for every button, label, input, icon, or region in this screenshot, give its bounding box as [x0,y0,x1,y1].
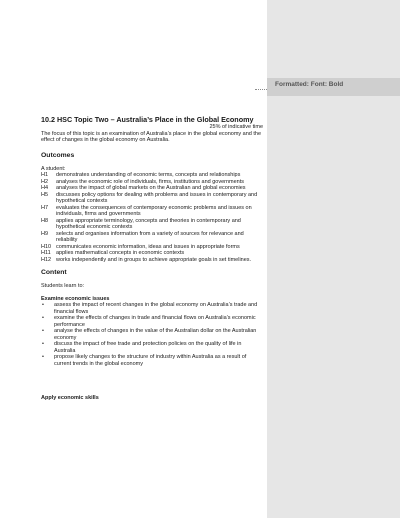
outcome-item [41,192,263,205]
outcome-code: H4 [41,185,49,191]
outcome-code: H7 [41,204,49,211]
outcomes-intro: A student: [41,165,66,172]
outcome-code: H8 [41,217,49,224]
examine-issues-subheading: Examine economic issues [41,295,110,302]
intro-paragraph: The focus of this topic is an examination of Australia’s place in the global economy and the effect of changes in the global economy on Australia. [41,130,262,143]
bullet-item [41,341,263,354]
bullet-icon: • [42,315,44,321]
topic-heading: 10.2 HSC Topic Two – Australia’s Place in the Global Economy [41,115,254,124]
bullet-text: examine the effects of changes in trade and financial flows on Australia’s economic performance [54,315,256,328]
outcome-text: analyses the impact of global markets on the Australian and global economies [56,185,246,191]
bullet-item [41,302,263,315]
outcome-text: works independently and in groups to achieve appropriate goals in set timelines. [56,256,252,263]
content-bullet-list [41,302,263,367]
time-note: 25% of indicative time [209,124,263,130]
outcome-text: applies mathematical concepts in economic contexts [56,250,185,256]
outcome-code: H12 [41,256,52,263]
outcome-item [41,218,263,231]
bullet-text: analyse the effects of changes in the value of the Australian dollar on the Australian economy [54,328,257,341]
outcome-text: demonstrates understanding of economic terms, concepts and relationships [56,172,241,178]
outcome-code: H9 [41,230,49,237]
comment-connector [255,89,267,91]
formatting-comment[interactable] [267,78,400,96]
bullet-icon: • [42,328,44,334]
outcome-code: H1 [41,172,49,178]
outcome-item [41,257,263,264]
outcomes-list [41,172,263,263]
outcome-item [41,231,263,244]
content-intro: Students learn to: [41,283,85,289]
bullet-item [41,328,263,341]
outcome-code: H2 [41,178,49,185]
outcome-code: H10 [41,243,52,250]
bullet-icon: • [42,354,44,360]
apply-skills-subheading: Apply economic skills [41,395,99,401]
bullet-text: assess the impact of recent changes in the global economy on Australia’s trade and financial flows [54,302,258,315]
outcomes-title: Outcomes [41,151,75,159]
outcome-text: analyses the economic role of individuals, firms, institutions and governments [56,178,245,185]
formatting-comment-label: Formatted: Font: Bold [275,81,344,88]
bullet-text: discuss the impact of free trade and protection policies on the quality of life in Australia [54,341,242,354]
content-title: Content [41,269,67,276]
outcome-text: selects and organises information from a variety of sources for relevance and reliability [56,230,244,243]
outcome-code: H5 [41,191,49,198]
outcome-text: discusses policy options for dealing with problems and issues in contemporary and hypothetical contexts [56,191,258,204]
outcome-code: H11 [41,250,51,256]
outcome-text: communicates economic information, ideas and issues in appropriate forms [56,243,240,250]
bullet-item [41,315,263,328]
outcome-item [41,205,263,218]
bullet-text: propose likely changes to the structure of industry within Australia as a result of current trends in the global economy [54,354,247,367]
outcome-text: applies appropriate terminology, concepts and theories in contemporary and hypothetical economic contexts [56,217,241,230]
outcome-text: evaluates the consequences of contemporary economic problems and issues on individuals, firms and governments [56,204,252,217]
bullet-icon: • [42,302,44,308]
bullet-icon: • [42,341,44,347]
bullet-item [41,354,263,367]
document-body [41,115,263,402]
